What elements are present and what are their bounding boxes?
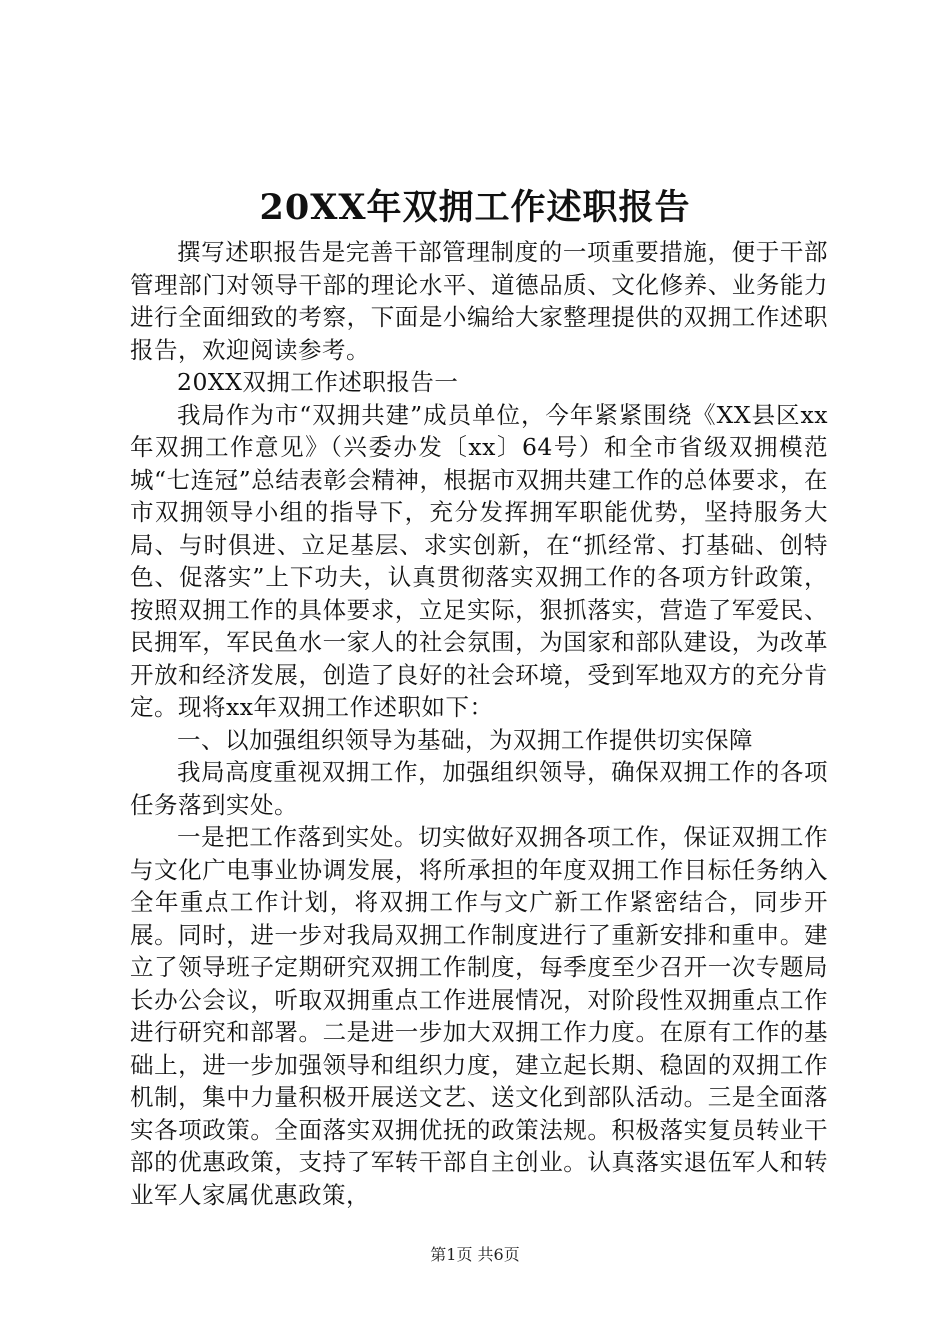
page-footer: 第1页 共6页 — [430, 1245, 520, 1264]
section-heading-organization: 一、以加强组织领导为基础，为双拥工作提供切实保障 — [177, 725, 753, 754]
body-paragraph: 我局高度重视双拥工作，加强组织领导，确保双拥工作的各项任务落到实处。 — [130, 758, 828, 819]
document-body — [130, 236, 828, 1211]
body-paragraph: 我局作为市“双拥共建”成员单位，今年紧紧围绕《XX县区xx年双拥工作意见》（兴委办发〔xx〕64号）和全市省级双拥模范城“七连冠”总结表彰会精神，根据市双拥共建工作的总体要求，在市双拥领导小组的指导下，充分发挥拥军职能优势，坚持服务大局、与时俱进、立足基层、求实创新，在“抓经常、打基础、创特色、促落实”上下功夫，认真贯彻落实双拥工作的各项方针政策，按照双拥工作的具体要求，立足实际，狠抓落实，营造了军爱民、民拥军，军民鱼水一家人的社会氛围，为国家和部队建设，为改革开放和经济发展，创造了良好的社会环境，受到军地双方的充分肯定。现将xx年双拥工作述职如下： — [130, 400, 828, 721]
body-paragraph: 一是把工作落到实处。切实做好双拥各项工作，保证双拥工作与文化广电事业协调发展，将所承担的年度双拥工作目标任务纳入全年重点工作计划，将双拥工作与文广新工作紧密结合，同步开展。同时，进一步对我局双拥工作制度进行了重新安排和重申。建立了领导班子定期研究双拥工作制度，每季度至少召开一次专题局长办公会议，听取双拥重点工作进展情况，对阶段性双拥重点工作进行研究和部署。二是进一步加大双拥工作力度。在原有工作的基础上，进一步加强领导和组织力度，建立起长期、稳固的双拥工作机制，集中力量积极开展送文艺、送文化到部队活动。三是全面落实各项政策。全面落实双拥优抚的政策法规。积极落实复员转业干部的优惠政策，支持了军转干部自主创业。认真落实退伍军人和转业军人家属优惠政策， — [130, 823, 828, 1209]
intro-paragraph: 撰写述职报告是完善干部管理制度的一项重要措施，便于干部管理部门对领导干部的理论水平、道德品质、文化修养、业务能力进行全面细致的考察，下面是小编给大家整理提供的双拥工作述职报告，欢迎阅读参考。 — [130, 238, 828, 364]
document-title: 20XX年双拥工作述职报告 — [259, 187, 691, 228]
section-heading-report-one: 20XX双拥工作述职报告一 — [177, 368, 459, 396]
